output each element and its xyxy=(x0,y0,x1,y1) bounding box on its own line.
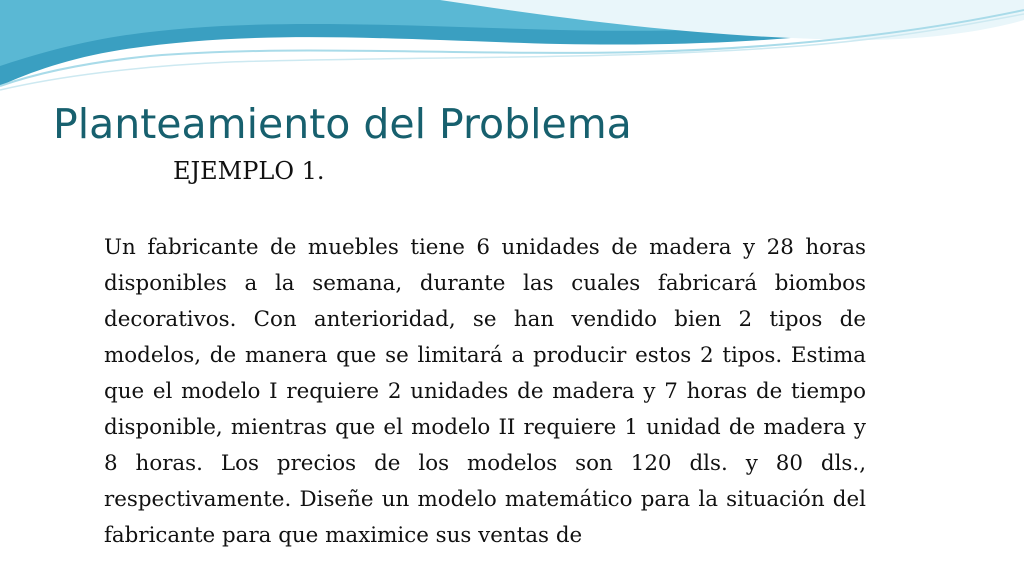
slide-title: Planteamiento del Problema xyxy=(53,100,632,148)
header-wave-decoration xyxy=(0,0,1024,100)
example-heading: EJEMPLO 1. xyxy=(173,157,325,185)
problem-statement: Un fabricante de muebles tiene 6 unidades de madera y 28 horas disponibles a la semana, durante las cuales fabricará biombos decorativos. Con anterioridad, se han vendido bien 2 tipos de modelos, de manera que se limitará a producir estos 2 tipos. Estima que el modelo I requiere 2 unidades de madera y 7 horas de tiempo disponible, mientras que el modelo II requiere 1 unidad de madera y 8 horas. Los precios de los modelos son 120 dls. y 80 dls., respectivamente. Diseñe un modelo matemático para la situación del fabricante para que maximice sus ventas de xyxy=(104,235,866,548)
